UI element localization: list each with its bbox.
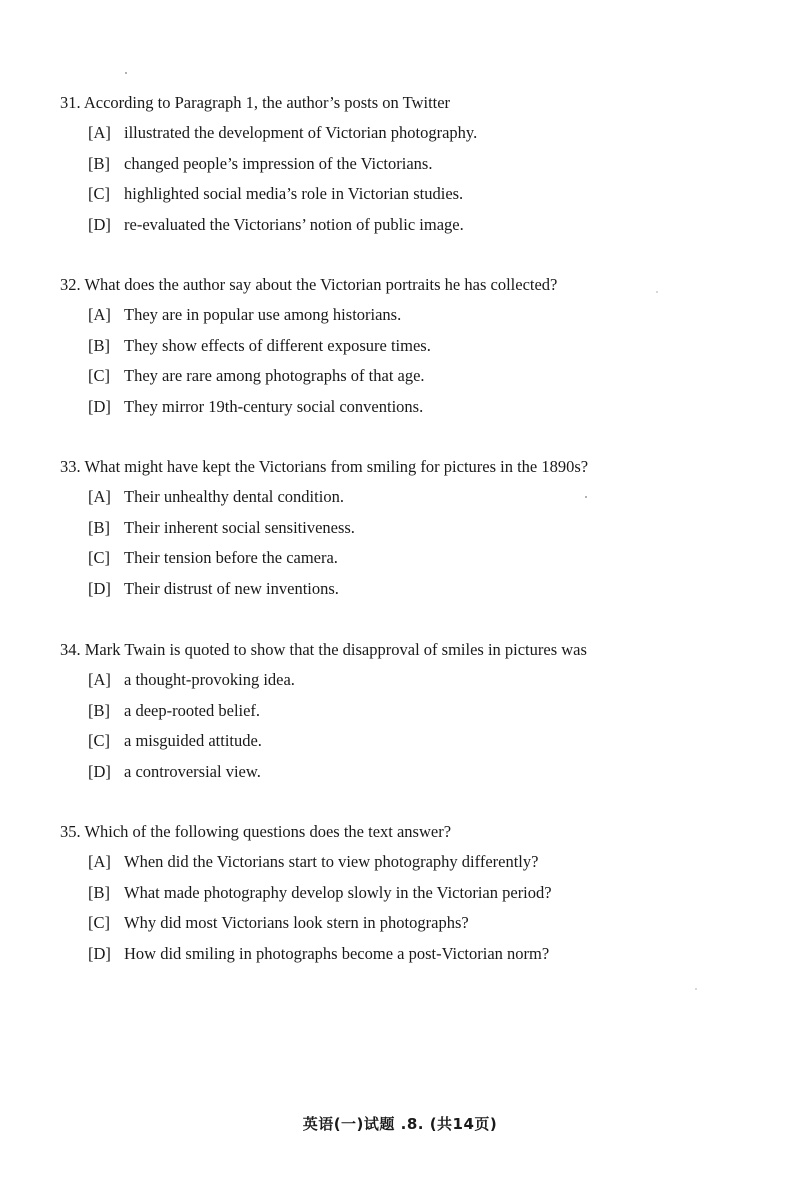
option-letter: [D]: [88, 396, 111, 416]
option-a: [88, 487, 760, 507]
option-a: [88, 123, 760, 143]
option-text: changed people’s impression of the Victorians.: [124, 153, 433, 173]
option-letter: [B]: [88, 335, 110, 355]
option-d: [88, 762, 760, 782]
question-number: 32.: [60, 275, 81, 294]
option-text: Their distrust of new inventions.: [124, 578, 339, 598]
option-list: [60, 670, 760, 782]
option-letter: [A]: [88, 487, 111, 506]
question-number: 34.: [60, 640, 81, 659]
option-text: highlighted social media’s role in Victorian studies.: [124, 184, 464, 203]
question-stem: [60, 275, 760, 295]
option-text: What made photography develop slowly in the Victorian period?: [124, 882, 552, 902]
question-stem: [60, 93, 760, 113]
option-text: re-evaluated the Victorians’ notion of public image.: [124, 214, 464, 234]
option-b: [88, 701, 760, 721]
option-text: Their tension before the camera.: [124, 548, 338, 567]
option-letter: [A]: [88, 670, 111, 689]
option-letter: [B]: [88, 153, 110, 173]
option-a: [88, 305, 760, 325]
option-letter: [C]: [88, 548, 110, 567]
question-text: According to Paragraph 1, the author’s posts on Twitter: [83, 93, 451, 112]
scan-speck: [585, 496, 587, 498]
option-letter: [C]: [88, 184, 110, 203]
option-text: a deep-rooted belief.: [124, 700, 261, 720]
option-text: Their inherent social sensitiveness.: [124, 517, 355, 537]
question-35: [60, 822, 760, 974]
question-31: [60, 93, 760, 245]
question-number: 33.: [60, 457, 81, 476]
option-c: [88, 913, 760, 933]
option-d: [88, 215, 760, 235]
question-34: [60, 640, 760, 792]
option-c: [88, 731, 760, 751]
option-text: a thought-provoking idea.: [124, 670, 295, 689]
option-letter: [A]: [88, 305, 111, 324]
option-text: illustrated the development of Victorian photography.: [124, 123, 478, 142]
option-b: [88, 336, 760, 356]
option-b: [88, 154, 760, 174]
question-stem: [60, 822, 760, 842]
question-text: Which of the following questions does the text answer?: [84, 822, 452, 841]
option-letter: [C]: [88, 731, 110, 750]
question-stem: [60, 457, 760, 477]
option-letter: [C]: [88, 913, 110, 932]
option-letter: [D]: [88, 214, 111, 234]
option-c: [88, 184, 760, 204]
scan-speck: [125, 72, 127, 74]
option-letter: [D]: [88, 761, 111, 781]
option-list: [60, 487, 760, 599]
option-a: [88, 670, 760, 690]
option-letter: [B]: [88, 700, 110, 720]
option-letter: [A]: [88, 123, 111, 142]
question-33: [60, 457, 760, 609]
option-letter: [A]: [88, 852, 111, 871]
option-text: They mirror 19th-century social conventions.: [124, 396, 424, 416]
question-text: What might have kept the Victorians from smiling for pictures in the 1890s?: [84, 457, 589, 476]
option-c: [88, 548, 760, 568]
option-letter: [B]: [88, 517, 110, 537]
option-text: They show effects of different exposure times.: [124, 335, 431, 355]
option-b: [88, 883, 760, 903]
scan-speck: [656, 291, 658, 293]
question-32: [60, 275, 760, 427]
option-a: [88, 852, 760, 872]
option-list: [60, 852, 760, 964]
question-text: What does the author say about the Victorian portraits he has collected?: [84, 275, 558, 294]
page-footer: 英语(一)试题 .8. (共14页): [302, 1115, 498, 1133]
question-text: Mark Twain is quoted to show that the disapproval of smiles in pictures was: [84, 640, 587, 659]
option-c: [88, 366, 760, 386]
option-b: [88, 518, 760, 538]
option-letter: [D]: [88, 578, 111, 598]
option-text: Why did most Victorians look stern in photographs?: [124, 913, 469, 932]
option-letter: [D]: [88, 943, 111, 963]
option-text: How did smiling in photographs become a post-Victorian norm?: [124, 943, 550, 963]
option-text: When did the Victorians start to view photography differently?: [124, 852, 539, 871]
question-number: 31.: [60, 93, 81, 112]
option-text: a misguided attitude.: [124, 731, 262, 750]
option-text: Their unhealthy dental condition.: [124, 487, 344, 506]
scan-speck: [695, 988, 697, 990]
option-text: They are in popular use among historians.: [124, 305, 402, 324]
question-number: 35.: [60, 822, 81, 841]
option-d: [88, 397, 760, 417]
option-list: [60, 305, 760, 417]
option-d: [88, 944, 760, 964]
option-text: They are rare among photographs of that age.: [124, 366, 425, 385]
question-stem: [60, 640, 760, 660]
option-text: a controversial view.: [124, 761, 261, 781]
option-letter: [C]: [88, 366, 110, 385]
option-list: [60, 123, 760, 235]
option-letter: [B]: [88, 882, 110, 902]
option-d: [88, 579, 760, 599]
